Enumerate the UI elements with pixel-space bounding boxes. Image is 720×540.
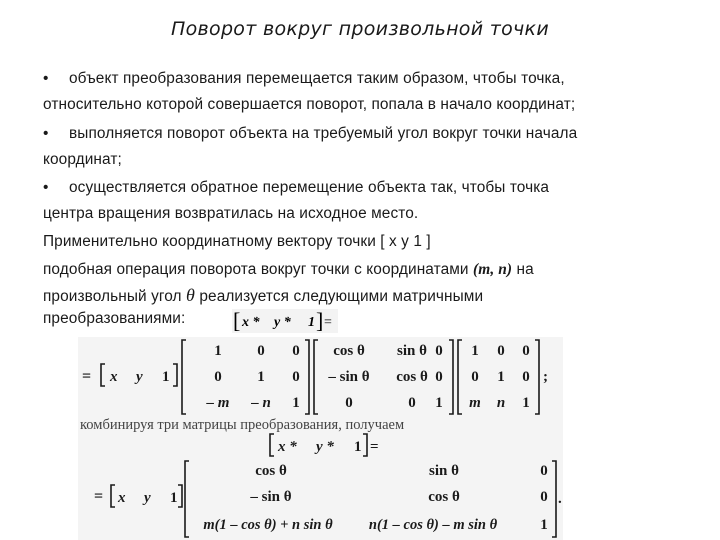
formula-image [78, 337, 563, 540]
bullet-2-text: выполняется поворот объекта на требуемый угол вокруг точки начала [69, 125, 578, 142]
text-line-9-a: произвольный угол [43, 288, 182, 305]
t-cell-10: 0 [214, 369, 222, 385]
t-cell-12: 0 [292, 369, 300, 385]
b-cell-11: 1 [497, 369, 505, 385]
row2-y: y [144, 490, 151, 506]
inline-bracket-open: [ [233, 309, 241, 333]
b-cell-00: 1 [471, 343, 479, 359]
b-cell-21: n [496, 395, 506, 411]
equals-sign-2: = [370, 439, 379, 455]
res-cell-21: n(1 – cos θ) – m sin θ [368, 517, 498, 533]
res-cell-11: cos θ [428, 489, 460, 505]
bullet-1: • [43, 70, 49, 87]
text-line-8-a: подобная операция поворота вокруг точки с координатами [43, 261, 469, 278]
row-vector-2 [111, 485, 182, 507]
b-cell-01: 0 [497, 343, 505, 359]
semicolon: ; [543, 369, 548, 385]
slide-title: Поворот вокруг произвольной точки [171, 18, 549, 40]
bullet-1-text: объект преобразования перемещается таким образом, чтобы точка, [69, 70, 565, 87]
text-line-1 [43, 70, 565, 88]
text-line-7: Применительно координатному вектору точки [ x y 1 ] [43, 233, 431, 250]
res-cell-00: cos θ [255, 463, 287, 479]
inline-equals: = [324, 315, 332, 330]
res-cell-02: 0 [540, 463, 548, 479]
coords-symbol: (m, n) [473, 261, 513, 278]
rotate-matrix [314, 340, 453, 414]
r-cell-22: 1 [435, 395, 443, 411]
bullet-3-text: осуществляется обратное перемещение объекта так, чтобы точка [69, 179, 550, 196]
bullet-2: • [43, 125, 49, 142]
b-cell-20: m [469, 395, 481, 411]
inline-bracket-close: ] [316, 309, 324, 333]
bullet-3: • [43, 179, 49, 196]
lhs-row-vector-2 [270, 434, 379, 456]
r-cell-01: sin θ [397, 343, 427, 359]
text-line-10: преобразованиями: [43, 310, 186, 327]
text-line-8 [43, 261, 534, 279]
translate-matrix [182, 340, 309, 414]
r-cell-20: 0 [345, 395, 353, 411]
text-line-5 [43, 179, 549, 197]
row-one: 1 [162, 369, 170, 385]
text-line-8-b: на [516, 261, 534, 278]
res-cell-12: 0 [540, 489, 548, 505]
res-cell-20: m(1 – cos θ) + n sin θ [203, 517, 333, 533]
b-cell-22: 1 [522, 395, 530, 411]
equals-sign-1: = [82, 368, 92, 385]
b-cell-02: 0 [522, 343, 530, 359]
b-cell-10: 0 [471, 369, 479, 385]
r-cell-21: 0 [408, 395, 416, 411]
t-cell-02: 0 [292, 343, 300, 359]
inline-y-star: y * [274, 315, 291, 330]
t-cell-20: – m [206, 395, 230, 411]
r-cell-00: cos θ [333, 343, 365, 359]
t-cell-11: 1 [257, 369, 265, 385]
r-cell-10: – sin θ [328, 369, 370, 385]
formula-svg [78, 337, 563, 540]
row-y: y [136, 369, 143, 385]
t-cell-00: 1 [214, 343, 222, 359]
row-x: x [110, 369, 118, 385]
text-line-9-b: реализуется следующими матричными [199, 288, 484, 305]
text-line-9 [43, 285, 483, 306]
res-cell-10: – sin θ [250, 489, 292, 505]
text-line-6: центра вращения возвратилась на исходное место. [43, 205, 419, 222]
equals-sign-3: = [94, 488, 104, 505]
res-cell-22: 1 [540, 517, 548, 533]
lhs2-x-star: x * [278, 439, 297, 455]
lhs2-one: 1 [354, 439, 362, 455]
lhs2-y-star: y * [316, 439, 334, 455]
t-cell-01: 0 [257, 343, 265, 359]
row2-one: 1 [170, 490, 178, 506]
res-cell-01: sin θ [429, 463, 459, 479]
row2-x: x [118, 490, 126, 506]
text-line-4: координат; [43, 151, 122, 168]
text-line-2: относительно которой совершается поворот, попала в начало координат; [43, 96, 576, 113]
r-cell-02: 0 [435, 343, 443, 359]
row-vector-1 [101, 364, 177, 386]
back-translate-matrix [458, 340, 539, 414]
inline-one: 1 [308, 315, 315, 330]
inline-formula-svg [232, 309, 338, 333]
theta-symbol: θ [186, 285, 195, 305]
text-line-3 [43, 125, 577, 143]
inline-formula-image [232, 309, 338, 333]
r-cell-12: 0 [435, 369, 443, 385]
b-cell-12: 0 [522, 369, 530, 385]
inline-x-star: x * [242, 315, 260, 330]
combine-caption: комбинируя три матрицы преобразования, получаем [80, 417, 405, 433]
t-cell-22: 1 [292, 395, 300, 411]
period: . [558, 491, 562, 507]
result-matrix [185, 461, 556, 537]
t-cell-21: – n [251, 395, 271, 411]
r-cell-11: cos θ [396, 369, 428, 385]
